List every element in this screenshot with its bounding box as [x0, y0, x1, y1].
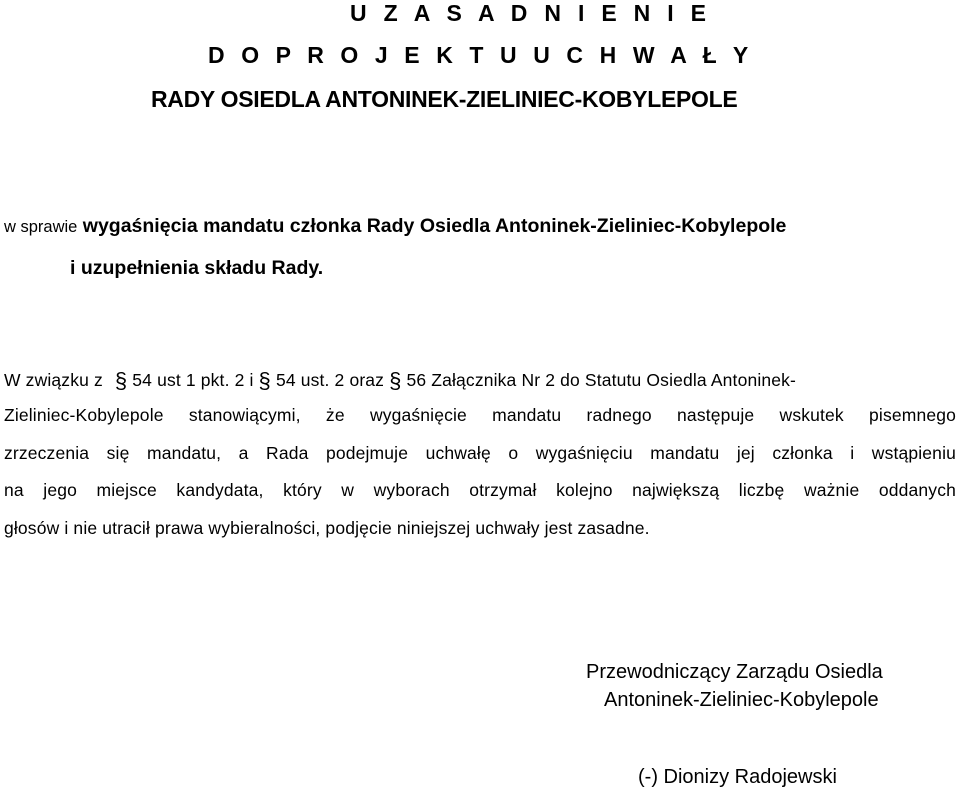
section-sign-icon: § [258, 368, 271, 393]
body-line-4: na jego miejsce kandydata, który w wyborach otrzymał kolejno największą liczbę ważnie oddanych [4, 480, 956, 500]
subject-text-1: wygaśnięcia mandatu członka Rady Osiedla Antoninek-Zieliniec-Kobylepole [82, 215, 787, 237]
body-text-1c: 54 ust. 2 oraz [275, 370, 385, 390]
body-text-1d: 56 Załącznika Nr 2 do Statutu Osiedla Antoninek- [406, 370, 797, 390]
section-sign-icon: § [389, 368, 402, 393]
council-name: RADY OSIEDLA ANTONINEK-ZIELINIEC-KOBYLEPOLE [151, 86, 738, 112]
body-line-3: zrzeczenia się mandatu, a Rada podejmuje uchwałę o wygaśnięciu mandatu jej członka i wstąpieniu [4, 443, 956, 463]
document-title: U Z A S A D N I E N I E [350, 0, 712, 26]
document-subtitle: D O P R O J E K T U U C H W A Ł Y [208, 42, 754, 68]
body-line-5: głosów i nie utracił prawa wybieralności, podjęcie niniejszej uchwały jest zasadne. [4, 518, 650, 538]
subject-line-1 [4, 217, 786, 237]
body-line-2: Zieliniec-Kobylepole stanowiącymi, że wygaśnięcie mandatu radnego następuje wskutek pisemnego [4, 405, 956, 425]
subject-line-2: i uzupełnienia składu Rady. [70, 257, 324, 279]
signatory-name: (-) Dionizy Radojewski [638, 766, 837, 788]
section-sign-icon: § [114, 368, 128, 393]
body-text-1b: 54 ust 1 pkt. 2 i [132, 370, 254, 390]
signatory-title-2: Antoninek-Zieliniec-Kobylepole [604, 689, 879, 711]
subject-prefix: w sprawie [4, 218, 78, 236]
signatory-title-1: Przewodniczący Zarządu Osiedla [586, 661, 883, 683]
body-text-1a: W związku z [4, 370, 103, 390]
body-line-1 [4, 368, 956, 393]
